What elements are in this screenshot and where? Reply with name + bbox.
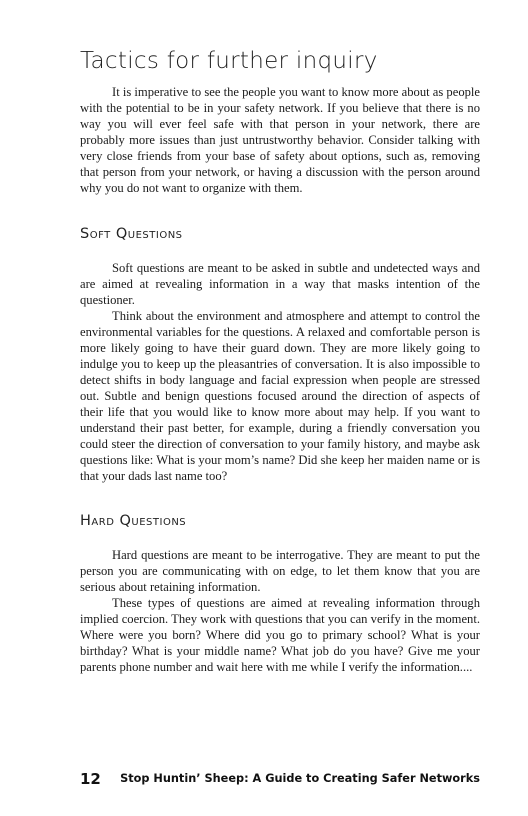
soft-questions-section	[80, 260, 480, 484]
paragraph: Soft questions are meant to be asked in subtle and undetected ways and are aimed at revealing information in a way that masks intention of the questioner.	[80, 261, 480, 307]
page-title: Tactics for further inquiry	[80, 48, 378, 74]
page-footer	[80, 770, 480, 790]
paragraph: Think about the environment and atmosphere and attempt to control the environmental variables for the questions. A relaxed and comfortable person is more likely going to have their guard down. They are more likely going to indulge you to keep up the pleasantries of conversation. It is also impossible to detect shifts in body language and facial expression when people are stressed out. Subtle and benign questions focused around the direction of aspects of their life that you would like to know more about may help. If you want to understand their past better, for example, during a friendly conversation you could steer the direction of conversation to your family history, and maybe ask questions like: What is your mom’s name? Did she keep her maiden name or is that your dads last name too?	[80, 309, 480, 483]
section-heading-soft-questions: Soft Questions	[80, 226, 183, 242]
paragraph: It is imperative to see the people you want to know more about as people with the potential to be in your safety network. If you believe that there is no way you will ever feel safe with that person in your network, there are probably more issues than just untrustworthy behavior. Consider talking with very close friends from your base of safety about options, such as, removing that person from your network, or having a discussion with the person around why you do not want to organize with them.	[80, 85, 480, 195]
section-heading-hard-questions: Hard Questions	[80, 513, 187, 529]
paragraph: These types of questions are aimed at revealing information through implied coercion. They work with questions that you can verify in the moment. Where were you born? Where did you go to primary school? What is your birthday? What is your middle name? What job do you have? Give me your parents phone number and wait here with me while I verify the information....	[80, 596, 480, 674]
paragraph: Hard questions are meant to be interrogative. They are meant to put the person you are communicating with on edge, to let them know that you are serious about retaining information.	[80, 548, 480, 594]
running-title: Stop Huntin’ Sheep: A Guide to Creating Safer Networks	[120, 772, 480, 785]
hard-questions-section	[80, 547, 480, 675]
intro-section	[80, 84, 480, 196]
page-number: 12	[80, 770, 101, 788]
